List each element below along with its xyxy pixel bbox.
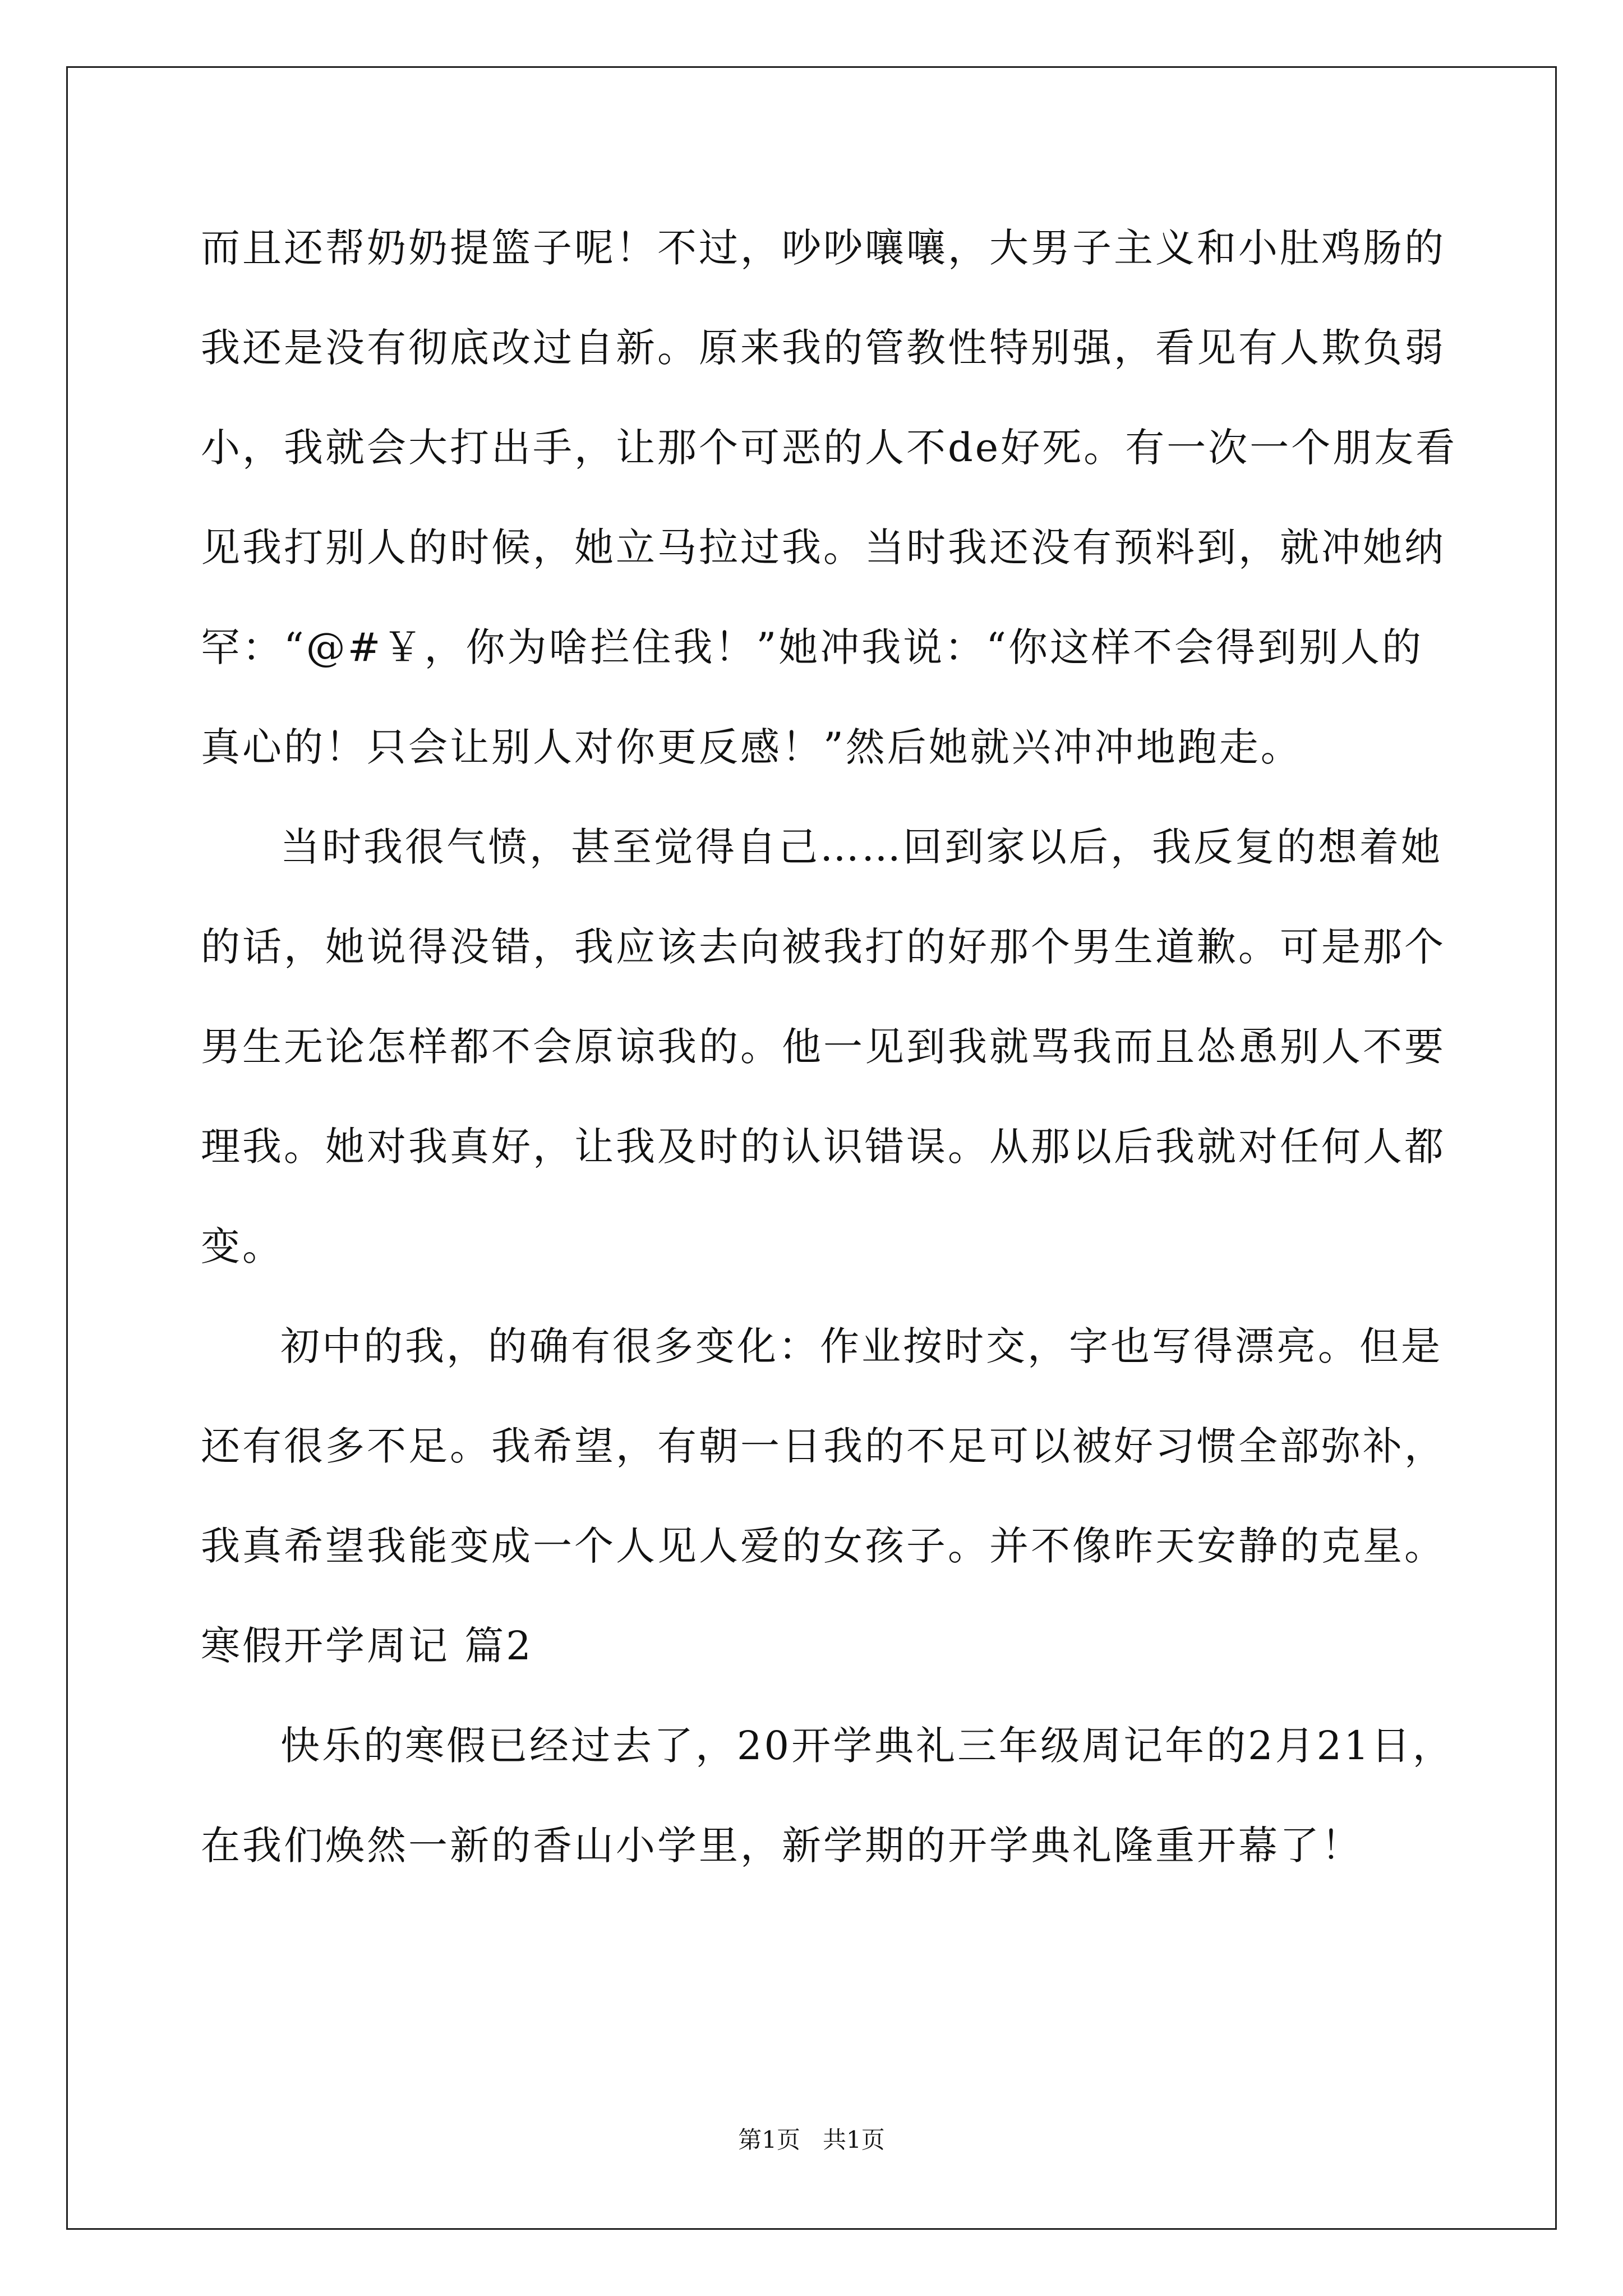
paragraph-start-line: 快乐的寒假已经过去了，20开学典礼三年级周记年的2月21日， — [280, 1723, 1454, 1769]
section-heading: 寒假开学周记 篇2 — [201, 1623, 533, 1669]
text-line: 而且还帮奶奶提篮子呢！不过，吵吵嚷嚷，大男子主义和小肚鸡肠的 — [201, 225, 1446, 271]
text-line: 真心的！只会让别人对你更反感！”然后她就兴冲冲地跑走。 — [201, 724, 1302, 770]
paragraph-start-line: 当时我很气愤，甚至觉得自己……回到家以后，我反复的想着她 — [280, 824, 1442, 870]
paragraph-start-line: 初中的我，的确有很多变化：作业按时交，字也写得漂亮。但是 — [280, 1323, 1442, 1369]
text-line: 见我打别人的时候，她立马拉过我。当时我还没有预料到，就冲她纳 — [201, 524, 1446, 570]
text-line: 罕：“@#￥，你为啥拦住我！”她冲我说：“你这样不会得到别人的 — [201, 624, 1424, 670]
text-line: 的话，她说得没错，我应该去向被我打的好那个男生道歉。可是那个 — [201, 924, 1446, 970]
text-line: 在我们焕然一新的香山小学里，新学期的开学典礼隆重开幕了！ — [201, 1823, 1363, 1869]
text-line: 男生无论怎样都不会原谅我的。他一见到我就骂我而且怂恿别人不要 — [201, 1024, 1446, 1070]
page-footer: 第1页 共1页 — [738, 2126, 885, 2154]
text-line: 还有很多不足。我希望，有朝一日我的不足可以被好习惯全部弥补， — [201, 1423, 1446, 1469]
text-line: 小，我就会大打出手，让那个可恶的人不de好死。有一次一个朋友看 — [201, 425, 1458, 471]
document-body — [201, 218, 1458, 1915]
text-line: 理我。她对我真好，让我及时的认识错误。从那以后我就对任何人都 — [201, 1124, 1446, 1170]
text-line: 我还是没有彻底改过自新。原来我的管教性特别强，看见有人欺负弱 — [201, 325, 1446, 371]
text-line: 变。 — [201, 1223, 284, 1269]
text-line: 我真希望我能变成一个人见人爱的女孩子。并不像昨天安静的克星。 — [201, 1523, 1446, 1569]
